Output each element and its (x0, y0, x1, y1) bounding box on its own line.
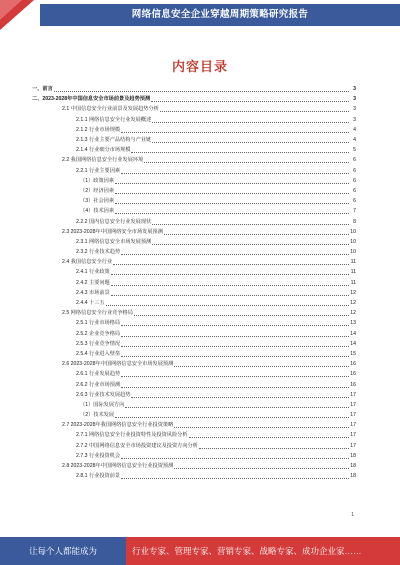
toc-entry[interactable] (22, 441, 356, 451)
dot-leader (121, 386, 349, 388)
toc-entry[interactable] (22, 135, 356, 145)
footer-slogan-left: 让每个人都能成为 (28, 546, 97, 556)
toc-entry[interactable] (22, 267, 356, 277)
toc-entry-label: 2.7.2 中国网络信息安全市场投资建议及投资方向分析 (76, 442, 198, 449)
toc-entry-page: 18 (350, 463, 356, 470)
toc-entry-page: 4 (353, 126, 356, 133)
dot-leader (144, 161, 349, 163)
dot-leader (115, 182, 349, 184)
toc-entry[interactable] (22, 104, 356, 114)
toc-entry-label: 2.3.1 网络信息安全市场发展预测 (76, 238, 152, 245)
toc-entry-label: 2.1.2 行业市场规模 (76, 126, 121, 133)
toc-entry[interactable] (22, 369, 356, 379)
dot-leader (121, 477, 349, 479)
toc-entry-page: 10 (350, 238, 356, 245)
dot-leader (121, 324, 349, 326)
toc-entry-label: 2.2.1 行业主要因素 (76, 167, 121, 174)
toc-entry-page: 17 (350, 401, 356, 408)
toc-entry[interactable] (22, 155, 356, 165)
toc-entry[interactable] (22, 318, 356, 328)
table-of-contents (22, 84, 356, 481)
toc-entry-label: （2）技术发展 (80, 412, 115, 419)
toc-entry-label: 2.7 2023-2028年我国网络信息安全行业投资策略 (62, 422, 174, 429)
dot-leader (131, 151, 349, 153)
toc-entry-page: 11 (350, 279, 356, 286)
toc-entry-label: 2.3.2 行业技术趋势 (76, 249, 121, 256)
toc-entry-label: 2.6 2023-2028年中国网络信息安全市场发展预测 (62, 361, 174, 368)
toc-entry-page: 12 (350, 310, 356, 317)
toc-entry[interactable] (22, 176, 356, 186)
toc-entry-page: 6 (353, 198, 356, 205)
toc-entry[interactable] (22, 298, 356, 308)
toc-entry-label: 2.7.3 行业投资机会 (76, 452, 121, 459)
toc-entry[interactable] (22, 359, 356, 369)
dot-leader (125, 406, 349, 408)
toc-entry-page: 3 (353, 86, 356, 93)
toc-entry[interactable] (22, 206, 356, 216)
toc-entry-label: 2.1 中国信息安全行业前景及发展趋势分析 (62, 106, 159, 113)
toc-entry-page: 16 (350, 371, 356, 378)
toc-entry-label: 2.1.1 网络信息安全行业发展概述 (76, 116, 152, 123)
toc-entry-label: 2.6.1 行业发展趋势 (76, 371, 121, 378)
dot-leader (189, 436, 349, 438)
dot-leader (111, 273, 349, 275)
toc-entry[interactable] (22, 196, 356, 206)
toc-entry[interactable] (22, 451, 356, 461)
dot-leader (115, 416, 349, 418)
toc-entry[interactable] (22, 379, 356, 389)
dot-leader (152, 223, 349, 225)
toc-entry[interactable] (22, 186, 356, 196)
dot-leader (152, 141, 349, 143)
toc-entry-page: 8 (353, 218, 356, 225)
toc-entry-page: 16 (350, 381, 356, 388)
dot-leader (121, 172, 349, 174)
dot-leader (199, 447, 349, 449)
toc-entry-page: 11 (350, 269, 356, 276)
dot-leader (115, 192, 349, 194)
dot-leader (121, 253, 349, 255)
toc-entry-label: （1）国际发展方向 (80, 401, 125, 408)
dot-leader (121, 355, 349, 357)
dot-leader (174, 365, 349, 367)
toc-entry-page: 6 (353, 177, 356, 184)
toc-entry-page: 15 (350, 350, 356, 357)
header-light-corner (0, 0, 22, 20)
page-footer (0, 537, 400, 565)
toc-entry[interactable] (22, 125, 356, 135)
dot-leader (54, 90, 349, 92)
dot-leader (121, 335, 349, 337)
dot-leader (106, 304, 349, 306)
page-number: 1 (351, 512, 354, 518)
toc-entry-label: （4）技术因素 (80, 208, 115, 215)
toc-entry-label: 2.5 网络信息安全行业竞争格局 (62, 310, 133, 317)
toc-entry-label: 2.4.3 市场前景 (76, 289, 110, 296)
toc-entry-page: 14 (350, 340, 356, 347)
toc-entry[interactable] (22, 237, 356, 247)
toc-entry[interactable] (22, 115, 356, 125)
toc-entry-page: 14 (350, 330, 356, 337)
toc-entry-label: 2.8.1 行业投资前景 (76, 473, 121, 480)
toc-entry[interactable] (22, 430, 356, 440)
toc-entry-label: 2.5.1 行业市场格局 (76, 320, 121, 327)
dot-leader (111, 284, 349, 286)
toc-entry-label: 2.5.2 企业竞争格局 (76, 330, 121, 337)
toc-entry-page: 3 (353, 106, 356, 113)
toc-entry-label: 2.3 2023-2028年中国网络安全市场发展预测 (62, 228, 163, 235)
toc-entry-page: 6 (353, 167, 356, 174)
toc-entry-page: 7 (353, 208, 356, 215)
toc-entry[interactable] (22, 216, 356, 226)
dot-leader (115, 202, 349, 204)
toc-entry-label: 2.4.2 主要问题 (76, 279, 110, 286)
dot-leader (113, 263, 349, 265)
toc-entry[interactable] (22, 329, 356, 339)
dot-leader (151, 100, 349, 102)
toc-entry[interactable] (22, 308, 356, 318)
toc-entry-label: 一、前言 (32, 86, 53, 93)
toc-entry-page: 4 (353, 137, 356, 144)
toc-entry[interactable] (22, 420, 356, 430)
toc-entry[interactable] (22, 461, 356, 471)
toc-entry[interactable] (22, 247, 356, 257)
dot-leader (174, 426, 349, 428)
toc-entry-page: 6 (353, 187, 356, 194)
toc-entry[interactable] (22, 400, 356, 410)
toc-entry-page: 12 (350, 300, 356, 307)
toc-entry-label: 2.4.4 十三五 (76, 300, 105, 307)
dot-leader (111, 294, 349, 296)
toc-entry-page: 6 (353, 157, 356, 164)
dot-leader (134, 314, 349, 316)
toc-entry-page: 10 (350, 249, 356, 256)
toc-entry-page: 5 (353, 147, 356, 154)
toc-entry-label: 2.2 我国网络信息安全行业发展环境 (62, 157, 144, 164)
dot-leader (152, 121, 349, 123)
toc-entry[interactable] (22, 166, 356, 176)
toc-entry-page: 11 (350, 259, 356, 266)
dot-leader (121, 457, 349, 459)
toc-entry[interactable] (22, 471, 356, 481)
toc-entry-label: 二、2023-2028年中国信息安全市场前景及趋势预测 (32, 96, 151, 103)
dot-leader (164, 233, 349, 235)
toc-entry-page: 3 (353, 116, 356, 123)
dot-leader (121, 345, 349, 347)
dot-leader (115, 212, 349, 214)
toc-heading: 内容目录 (171, 59, 228, 74)
toc-entry[interactable] (22, 410, 356, 420)
dot-leader (152, 243, 349, 245)
toc-entry-label: 2.6.2 行业市场预测 (76, 381, 121, 388)
toc-entry-label: （1）政策因素 (80, 177, 115, 184)
toc-entry[interactable] (22, 145, 356, 155)
dot-leader (131, 396, 349, 398)
toc-entry[interactable] (22, 390, 356, 400)
toc-entry-page: 17 (350, 422, 356, 429)
toc-entry-page: 18 (350, 452, 356, 459)
toc-entry[interactable] (22, 94, 356, 104)
toc-entry-label: 2.4.1 行业政策 (76, 269, 110, 276)
toc-entry[interactable] (22, 339, 356, 349)
toc-entry-label: 2.7.1 网络信息安全行业投资特性及投资风险分析 (76, 432, 188, 439)
toc-entry-page: 17 (350, 432, 356, 439)
document-title: 网络信息安全企业穿越周期策略研究报告 (131, 9, 309, 20)
toc-entry-page: 3 (353, 96, 356, 103)
page-header (0, 0, 400, 30)
toc-entry-label: 2.1.3 行业主要产品结构与产业链 (76, 137, 152, 144)
toc-entry-label: 2.6.3 行业技术发展趋势 (76, 391, 131, 398)
toc-entry[interactable] (22, 288, 356, 298)
dot-leader (160, 110, 349, 112)
toc-entry-label: 2.1.4 行业细分市场规模 (76, 147, 131, 154)
toc-entry[interactable] (22, 84, 356, 94)
dot-leader (174, 467, 349, 469)
toc-entry-label: （3）社会因素 (80, 198, 115, 205)
toc-entry-label: （2）经济因素 (80, 187, 115, 194)
footer-slogan-right: 行业专家、管理专家、营销专家、战略专家、成功企业家…… (132, 546, 362, 556)
toc-entry-page: 18 (350, 473, 356, 480)
toc-entry-label: 2.4 我国信息安全行业 (62, 259, 113, 266)
dot-leader (121, 375, 349, 377)
toc-entry-label: 2.8 2023-2028年中国网络信息安全行业投资预测 (62, 463, 174, 470)
toc-entry-page: 13 (350, 320, 356, 327)
toc-entry-page: 12 (350, 289, 356, 296)
toc-entry-page: 16 (350, 361, 356, 368)
toc-entry-page: 10 (350, 228, 356, 235)
dot-leader (121, 131, 349, 133)
toc-entry-label: 2.2.2 国内信息安全行业发展现状 (76, 218, 152, 225)
toc-entry-page: 17 (350, 391, 356, 398)
toc-entry[interactable] (22, 257, 356, 267)
toc-entry[interactable] (22, 278, 356, 288)
toc-entry-label: 2.5.4 行业进入壁垒 (76, 350, 121, 357)
toc-entry[interactable] (22, 227, 356, 237)
toc-entry[interactable] (22, 349, 356, 359)
toc-entry-page: 17 (350, 412, 356, 419)
toc-entry-label: 2.5.3 行业竞争情况 (76, 340, 121, 347)
toc-entry-page: 17 (350, 442, 356, 449)
